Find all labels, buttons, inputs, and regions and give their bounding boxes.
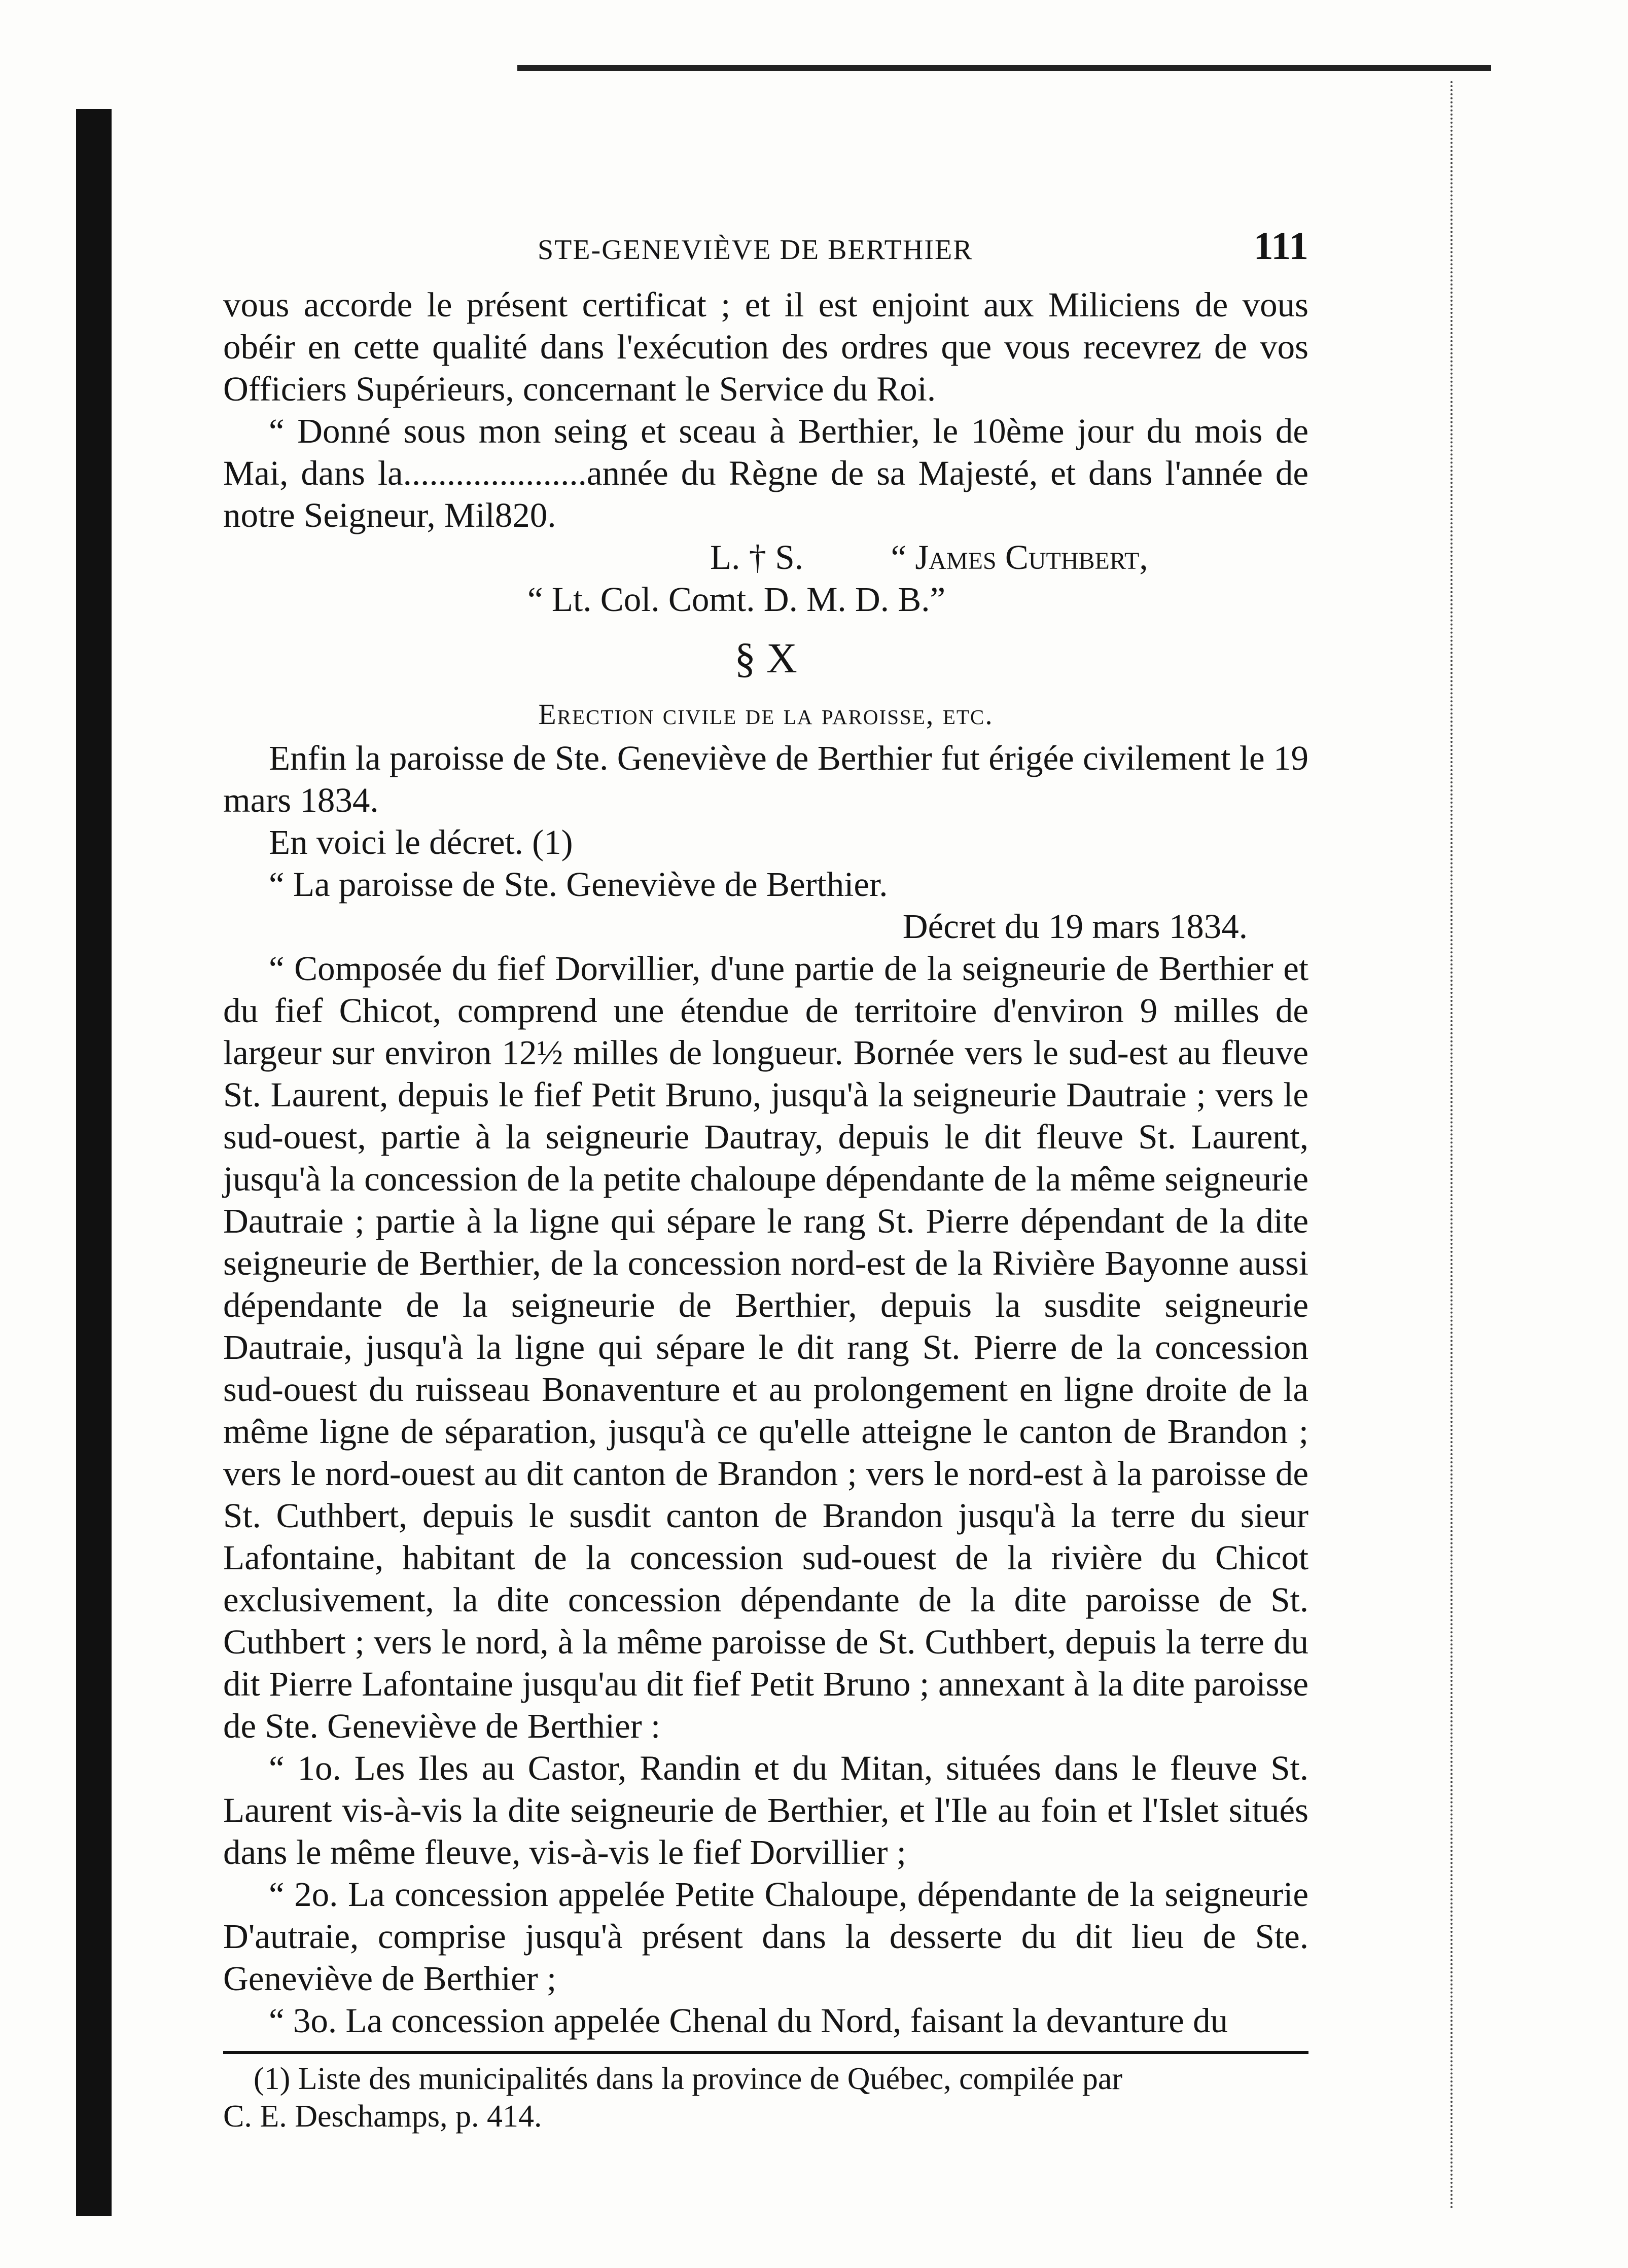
certificate-date-paragraph: “ Donné sous mon seing et sceau à Berthier, le 10ème jour du mois de Mai, dans la.....................année du Règne de sa Majesté, et dans l'année de notre Seigneur, Mil820. (223, 412, 1308, 534)
footnote-line: (1) Liste des municipalités dans la province de Québec, compilée par (254, 2062, 1122, 2096)
binding-edge (76, 109, 112, 2216)
page-number: 111 (1253, 224, 1308, 268)
signer-rank: “ Lt. Col. Comt. D. M. D. B.” (527, 580, 946, 619)
decree-item-2: “ 2o. La concession appelée Petite Chaloupe, dépendante de la seigneurie D'autraie, comprise jusqu'à présent dans la desserte du dit lieu de Ste. Geneviève de Berthier ; (223, 1875, 1308, 1998)
footnote-line: C. E. Deschamps, p. 414. (223, 2099, 542, 2134)
footnote-rule (223, 2051, 1308, 2054)
body-paragraph: Enfin la paroisse de Ste. Geneviève de Berthier fut érigée civilement le 19 mars 1834. (223, 739, 1308, 819)
section-number: § X (734, 635, 797, 682)
body-paragraph: En voici le décret. (1) (269, 823, 573, 861)
body-paragraph: “ La paroisse de Ste. Geneviève de Berthier. (269, 865, 888, 904)
running-title: STE-GENEVIÈVE DE BERTHIER (538, 234, 973, 266)
section-title: Erection civile de la paroisse, etc. (538, 698, 994, 731)
footnote (223, 2060, 1308, 2135)
page-body (223, 223, 1308, 2135)
certificate-paragraph: vous accorde le présent certificat ; et il est enjoint aux Miliciens de vous obéir en cette qualité dans l'exécution des ordres que vous recevrez de vos Officiers Supérieurs, concernant le Service du Roi. (223, 285, 1308, 408)
page-edge (1450, 81, 1458, 2211)
decree-date: Décret du 19 mars 1834. (902, 907, 1248, 946)
decree-item-1: “ 1o. Les Iles au Castor, Randin et du Mitan, situées dans le fleuve St. Laurent vis-à-vis la dite seigneurie de Berthier, et l'Ile au foin et l'Islet situés dans le même fleuve, vis-à-vis le fief Dorvillier ; (223, 1749, 1308, 1871)
decree-item-3: “ 3o. La concession appelée Chenal du Nord, faisant la devanture du (269, 2001, 1228, 2040)
signer-name: “ James Cuthbert, (891, 538, 1148, 577)
signature-line (710, 536, 1308, 579)
running-head (223, 223, 1308, 269)
seal-mark: L. † S. (710, 538, 804, 577)
decree-paragraph: “ Composée du fief Dorvillier, d'une partie de la seigneurie de Berthier et du fief Chicot, comprend une étendue de territoire d'environ 9 milles de largeur sur environ 12½ milles de longueur. Bornée vers le sud-est au fleuve St. Laurent, depuis le fief Petit Bruno, jusqu'à la seigneurie Dautraie ; vers le sud-ouest, partie à la seigneurie Dautray, depuis le dit fleuve St. Laurent, jusqu'à la concession de la petite chaloupe dépendante de la même seigneurie Dautraie ; partie à la ligne qui sépare le rang St. Pierre dépendant de la dite seigneurie de Berthier, de la concession nord-est de la Rivière Bayonne aussi dépendante de la seigneurie de Berthier, depuis la susdite seigneurie Dautraie, jusqu'à la ligne qui sépare le dit rang St. Pierre de la concession sud-ouest du ruisseau Bonaventure et au prolongement en ligne droite de la même ligne de séparation, jusqu'à ce qu'elle atteigne le canton de Brandon ; vers le nord-ouest au dit canton de Brandon ; vers le nord-est à la paroisse de St. Cuthbert, depuis le susdit canton de Brandon jusqu'à la terre du sieur Lafontaine, habitant de la concession sud-ouest de la rivière du Chicot exclusivement, la dite concession dépendante de la dite paroisse de St. Cuthbert ; vers le nord, à la même paroisse de St. Cuthbert, depuis la terre du dit Pierre Lafontaine jusqu'au dit fief Petit Bruno ; annexant à la dite paroisse de Ste. Geneviève de Berthier : (223, 949, 1308, 1745)
top-rule (517, 65, 1491, 71)
